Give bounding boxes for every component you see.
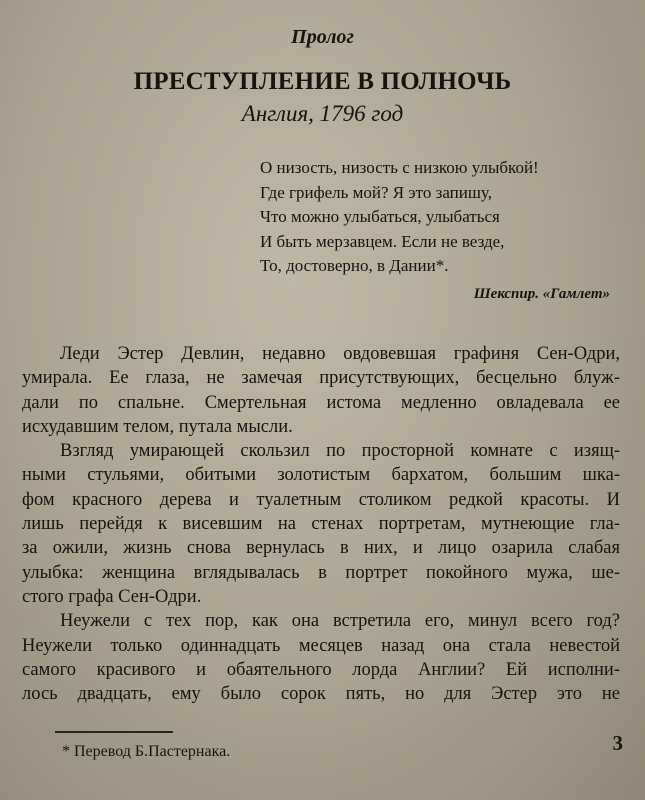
body-line: умирала. Ее глаза, не замечая присутствующих, бесцельно блуж- (22, 368, 620, 389)
body-line: самого красивого и обаятельного лорда Англии? Ей исполни- (22, 659, 620, 680)
footnote: * Перевод Б.Пастернака. (62, 743, 231, 760)
prologue-label: Пролог (291, 26, 354, 48)
epigraph-line: Где грифель мой? Я это запишу, (260, 182, 492, 202)
body-line: фом красного дерева и туалетным столиком редкой красоты. И (22, 489, 620, 510)
body-line: исхудавшим телом, путала мысли. (22, 416, 293, 437)
body-line: стого графа Сен-Одри. (22, 586, 202, 607)
epigraph-line: Что можно улыбаться, улыбаться (260, 207, 500, 226)
body-line: Неужели с тех пор, как она встретила его, минул всего год? (60, 611, 620, 632)
body-line: ными стульями, обитыми золотистым бархатом, большим шка- (22, 465, 620, 486)
epigraph-line: И быть мерзавцем. Если не везде, (260, 231, 505, 251)
footnote-divider (55, 731, 173, 733)
body-line: Взгляд умирающей скользил по просторной комнате с изящ- (60, 441, 620, 462)
body-line: лишь перейдя к висевшим на стенах портретам, мутнеющие гла- (22, 514, 620, 535)
epigraph (260, 156, 630, 279)
epigraph-line: О низость, низость с низкою улыбкой! (260, 158, 539, 177)
body-line: дали по спальне. Смертельная истома медленно овладевала ее (22, 392, 620, 413)
epigraph-line: То, достоверно, в Дании*. (260, 256, 449, 275)
body-line: лось двадцать, ему было сорок пять, но для Эстер это не (22, 684, 620, 705)
chapter-title: ПРЕСТУПЛЕНИЕ В ПОЛНОЧЬ (133, 68, 512, 95)
epigraph-attribution: Шекспир. «Гамлет» (473, 286, 610, 302)
body-line: за ожили, жизнь снова вернулась в них, и лицо озарила слабая (22, 538, 620, 559)
body-line: улыбка: женщина вглядывалась в портрет покойного мужа, ше- (22, 562, 620, 583)
body-line: Неужели только одиннадцать месяцев назад она стала невестой (22, 635, 620, 656)
body-text (22, 342, 620, 706)
chapter-subtitle: Англия, 1796 год (241, 101, 404, 126)
body-line: Леди Эстер Девлин, недавно овдовевшая графиня Сен-Одри, (60, 344, 620, 364)
page-number: 3 (612, 731, 623, 755)
